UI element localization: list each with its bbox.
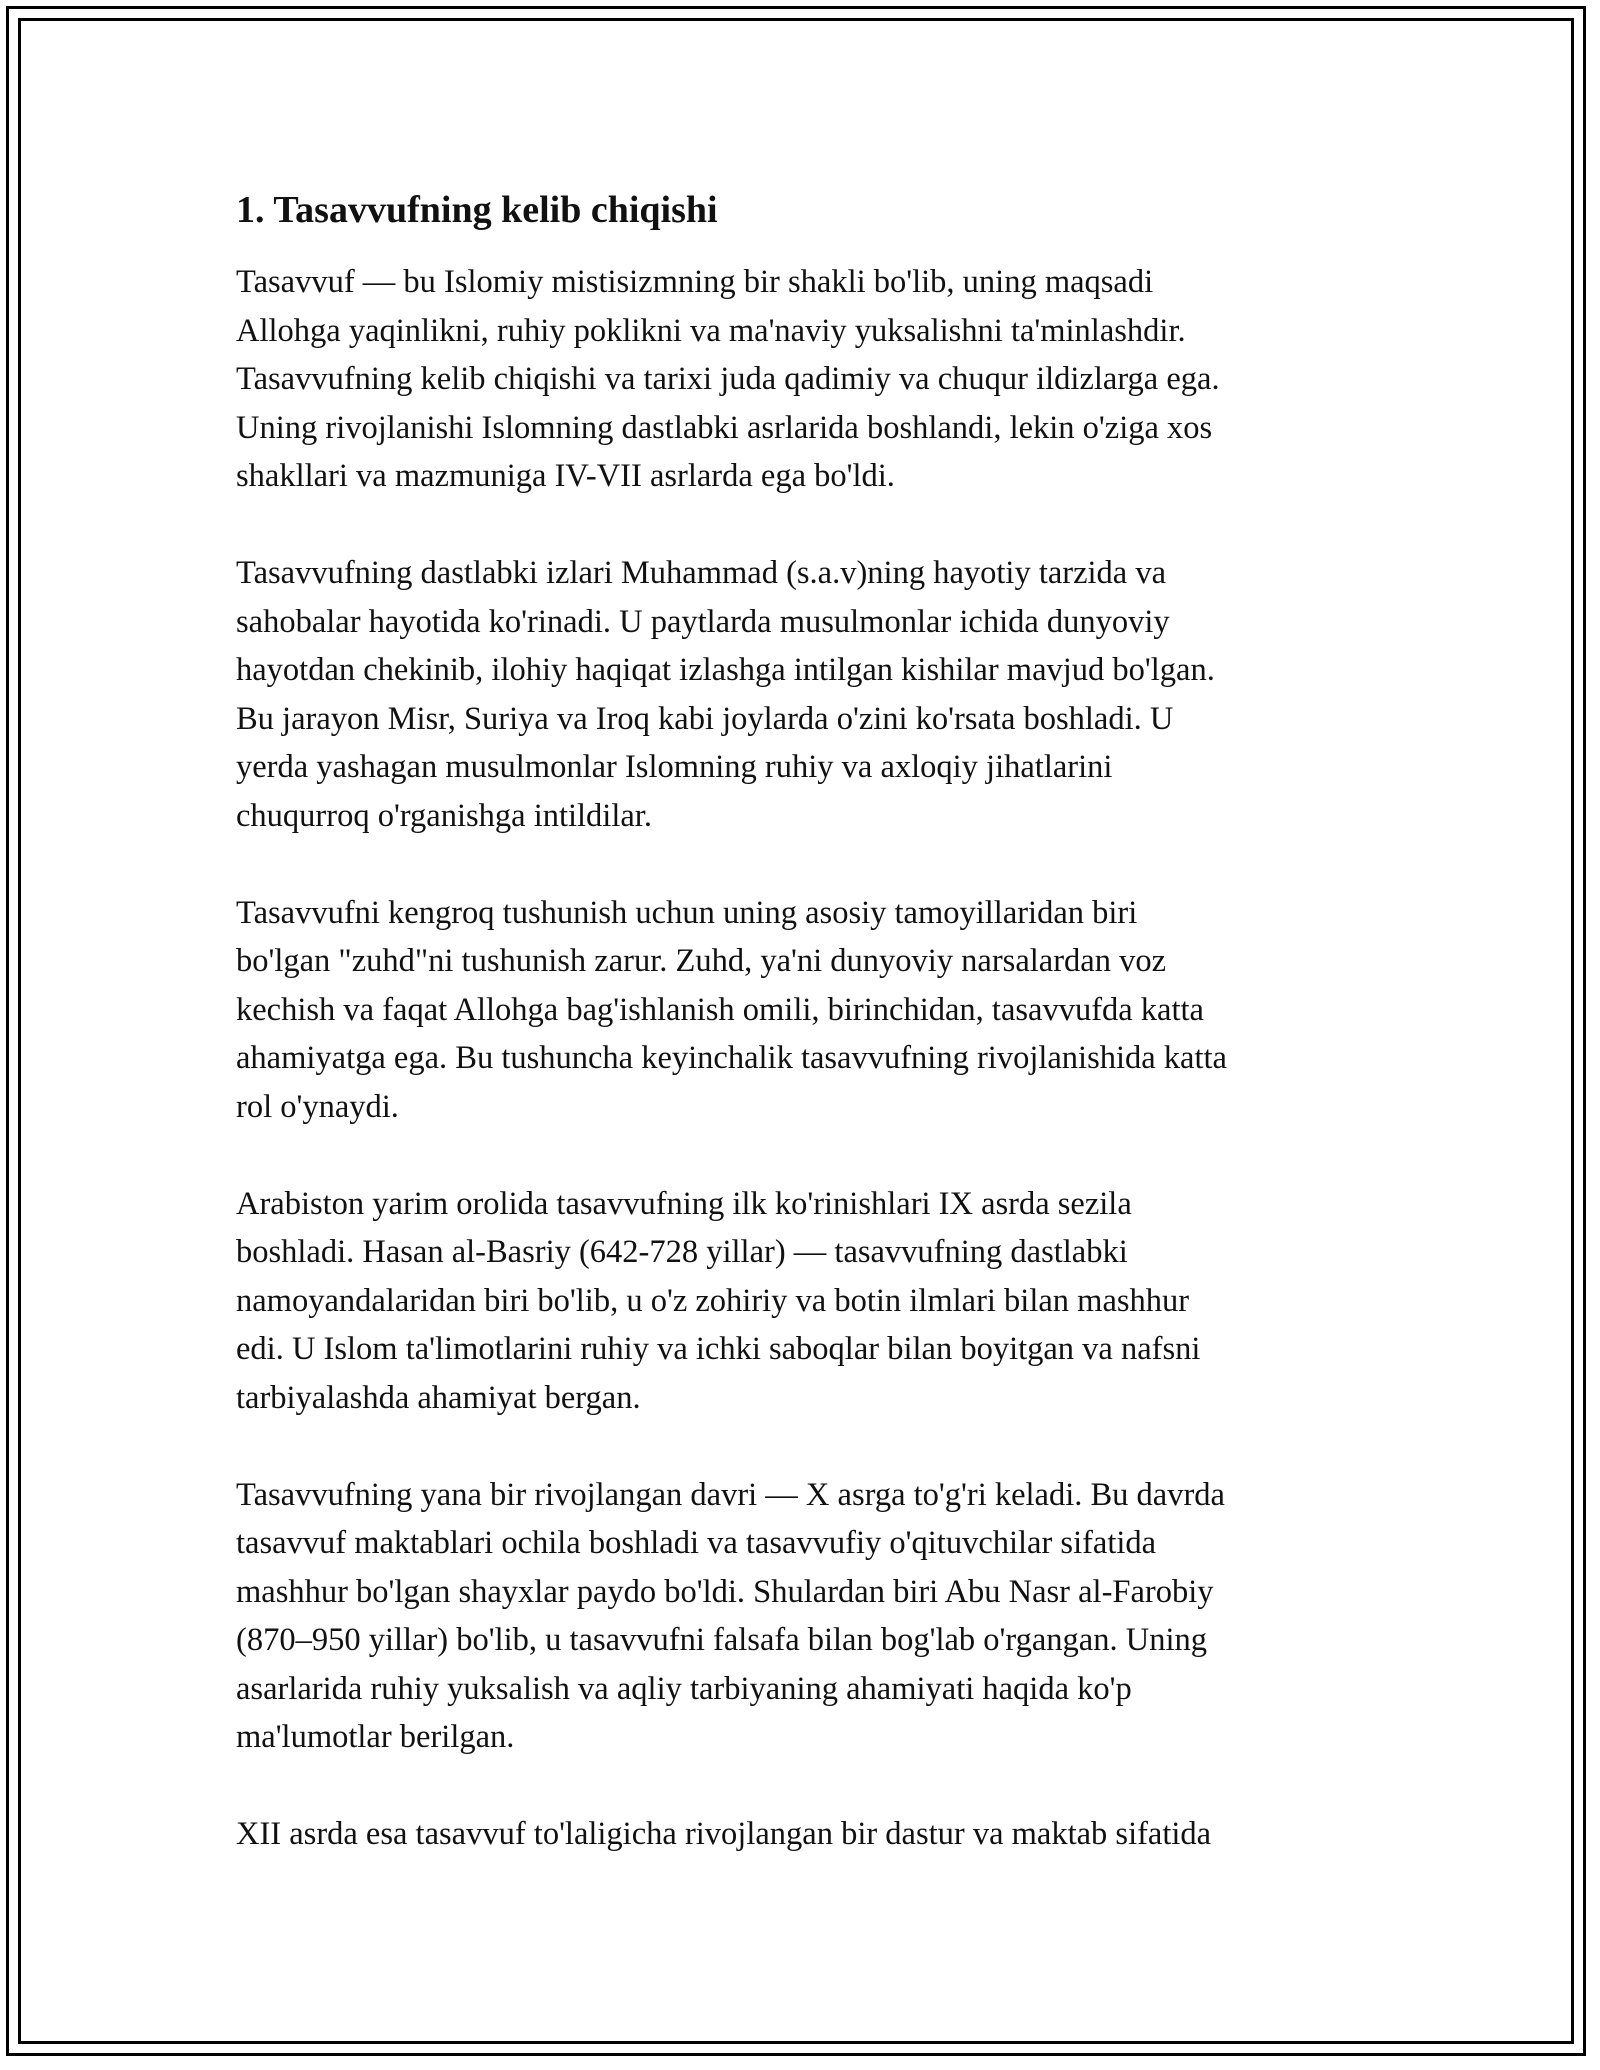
paragraph (236, 258, 1366, 501)
text-line: (870–950 yillar) bo'lib, u tasavvufni falsafa bilan bog'lab o'rgangan. Uning (236, 1622, 1207, 1658)
paragraph (236, 889, 1366, 1132)
text-line: namoyandalaridan biri bo'lib, u o'z zohiriy va botin ilmlari bilan mashhur (236, 1282, 1190, 1319)
text-line: Tasavvufning kelib chiqishi va tarixi juda qadimiy va chuqur ildizlarga ega. (236, 361, 1220, 397)
text-line: shakllari va mazmuniga IV-VII asrlarda ega bo'ldi. (236, 458, 895, 494)
paragraph (236, 1180, 1366, 1423)
section-heading: 1. Tasavvufning kelib chiqishi (236, 189, 718, 231)
text-line: Tasavvufning dastlabki izlari Muhammad (s.a.v)ning hayotiy tarzida va (236, 555, 1167, 591)
text-line: Tasavvufning yana bir rivojlangan davri — X asrga to'g'ri keladi. Bu davrda (236, 1476, 1225, 1513)
text-line: asarlarida ruhiy yuksalish va aqliy tarbiyaning ahamiyati haqida ko'p (236, 1670, 1132, 1707)
text-line: bo'lgan "zuhd"ni tushunish zarur. Zuhd, ya'ni dunyoviy narsalardan voz (236, 943, 1166, 979)
text-line: chuqurroq o'rganishga intildilar. (236, 797, 652, 834)
text-line: ma'lumotlar berilgan. (236, 1719, 515, 1755)
text-line: ahamiyatga ega. Bu tushuncha keyinchalik tasavvufning rivojlanishida katta (236, 1040, 1227, 1076)
text-line: Tasavvufni kengroq tushunish uchun uning asosiy tamoyillaridan biri (236, 894, 1138, 931)
text-line: kechish va faqat Allohga bag'ishlanish omili, birinchidan, tasavvufda katta (236, 991, 1204, 1028)
text-line: edi. U Islom ta'limotlarini ruhiy va ichki saboqlar bilan boyitgan va nafsni (236, 1331, 1201, 1367)
text-line: tarbiyalashda ahamiyat bergan. (236, 1379, 641, 1416)
text-line: tasavvuf maktablari ochila boshladi va tasavvufiy o'qituvchilar sifatida (236, 1525, 1157, 1561)
text-line: yerda yashagan musulmonlar Islomning ruhiy va axloqiy jihatlarini (236, 749, 1113, 785)
text-line: Tasavvuf — bu Islomiy mistisizmning bir shakli bo'lib, uning maqsadi (236, 264, 1154, 300)
paragraph (236, 549, 1366, 840)
paragraph (236, 1471, 1366, 1762)
text-line: Bu jarayon Misr, Suriya va Iroq kabi joylarda o'zini ko'rsata boshladi. U (236, 700, 1174, 737)
document-body (236, 186, 1366, 1907)
text-line: sahobalar hayotida ko'rinadi. U paytlarda musulmonlar ichida dunyoviy (236, 603, 1170, 640)
text-line: XII asrda esa tasavvuf to'laligicha rivojlangan bir dastur va maktab sifatida (236, 1816, 1212, 1852)
text-line: Uning rivojlanishi Islomning dastlabki asrlarida boshlandi, lekin o'ziga xos (236, 409, 1213, 446)
text-line: rol o'ynaydi. (236, 1088, 399, 1125)
text-line: mashhur bo'lgan shayxlar paydo bo'ldi. Shulardan biri Abu Nasr al-Farobiy (236, 1573, 1214, 1610)
text-line: Arabiston yarim orolida tasavvufning ilk ko'rinishlari IX asrda sezila (236, 1185, 1132, 1222)
text-line: boshladi. Hasan al-Basriy (642-728 yillar) — tasavvufning dastlabki (236, 1234, 1128, 1270)
paragraph (236, 1810, 1366, 1859)
text-line: hayotdan chekinib, ilohiy haqiqat izlashga intilgan kishilar mavjud bo'lgan. (236, 652, 1215, 688)
paragraph-list (236, 258, 1366, 1859)
text-line: Allohga yaqinlikni, ruhiy poklikni va ma'naviy yuksalishni ta'minlashdir. (236, 312, 1186, 349)
